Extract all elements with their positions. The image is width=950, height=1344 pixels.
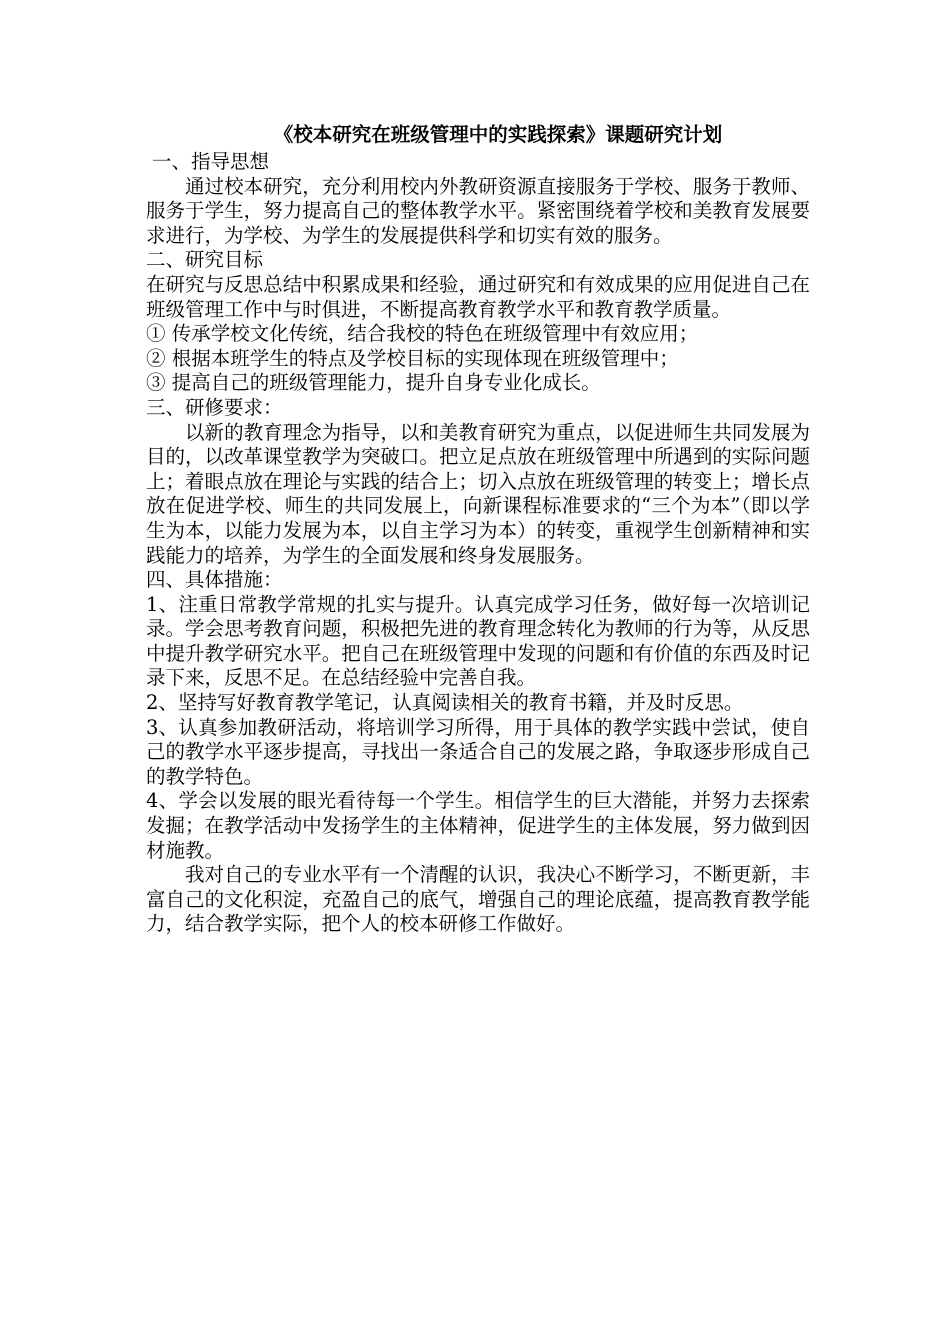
research-goal-item: ③ 提高自己的班级管理能力，提升自身专业化成长。 bbox=[146, 371, 601, 395]
measure-item: 3、认真参加教研活动，将培训学习所得，用于具体的教学实践中尝试，使自己的教学水平逐步提高，寻找出一条适合自己的发展之路，争取逐步形成自己的教学特色。 bbox=[146, 715, 810, 788]
measure-item: 1、注重日常教学常规的扎实与提升。认真完成学习任务，做好每一次培训记录。学会思考教育问题，积极把先进的教育理念转化为教师的行为等，从反思中提升教学研究水平。把自己在班级管理中发现的问题和有价值的东西及时记录下来，反思不足。在总结经验中完善自我。 bbox=[146, 592, 810, 690]
section-heading-guiding-thought: 一、指导思想 bbox=[152, 150, 270, 173]
section-heading-research-goals: 二、研究目标 bbox=[146, 248, 264, 272]
measure-item: 4、学会以发展的眼光看待每一个学生。相信学生的巨大潜能，并努力去探索发掘；在教学活动中发扬学生的主体精神，促进学生的主体发展，努力做到因材施教。 bbox=[146, 789, 810, 862]
research-goal-item: ① 传承学校文化传统，结合我校的特色在班级管理中有效应用； bbox=[146, 322, 699, 346]
guiding-thought-paragraph: 通过校本研究，充分利用校内外教研资源直接服务于学校、服务于教师、服务于学生，努力提高自己的整体教学水平。紧密围绕着学校和美教育发展要求进行，为学校、为学生的发展提供科学和切实有效的服务。 bbox=[146, 174, 810, 247]
closing-paragraph: 我对自己的专业水平有一个清醒的认识，我决心不断学习，不断更新，丰富自己的文化积淀，充盈自己的底气，增强自己的理论底蕴，提高教育教学能力，结合教学实际，把个人的校本研修工作做好。 bbox=[146, 863, 810, 936]
section-heading-requirements: 三、研修要求： bbox=[146, 395, 283, 419]
research-goals-intro: 在研究与反思总结中积累成果和经验，通过研究和有效成果的应用促进自己在班级管理工作中与时俱进，不断提高教育教学水平和教育教学质量。 bbox=[146, 272, 810, 321]
document-title: 《校本研究在班级管理中的实践探索》课题研究计划 bbox=[273, 123, 723, 146]
section-heading-measures: 四、具体措施： bbox=[146, 568, 283, 592]
measure-item: 2、坚持写好教育教学笔记，认真阅读相关的教育书籍，并及时反思。 bbox=[146, 691, 744, 715]
document-body bbox=[146, 122, 810, 937]
research-goal-item: ② 根据本班学生的特点及学校目标的实现体现在班级管理中； bbox=[146, 346, 679, 370]
requirements-paragraph: 以新的教育理念为指导，以和美教育研究为重点，以促进师生共同发展为目的，以改革课堂教学为突破口。把立足点放在班级管理中所遇到的实际问题上；着眼点放在理论与实践的结合上；切入点放在班级管理的转变上；增长点放在促进学校、师生的共同发展上，向新课程标准要求的“三个为本”（即以学生为本，以能力发展为本，以自主学习为本）的转变，重视学生创新精神和实践能力的培养，为学生的全面发展和终身发展服务。 bbox=[146, 420, 810, 567]
